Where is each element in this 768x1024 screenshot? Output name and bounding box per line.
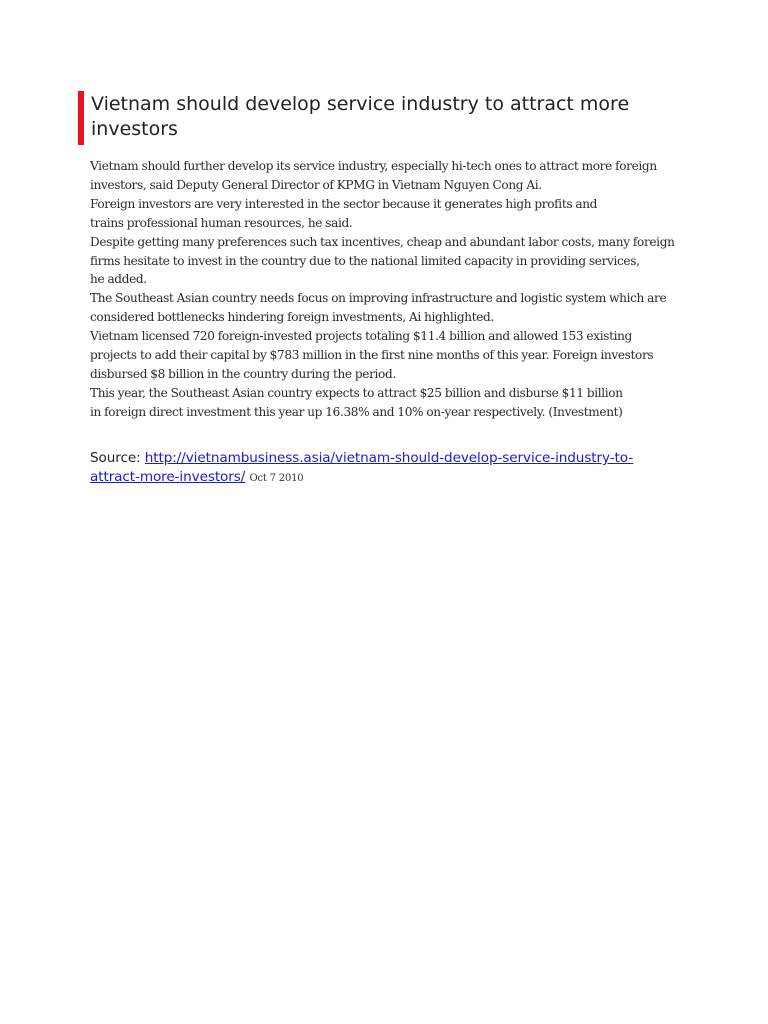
article-body [90,157,690,422]
source-line [90,468,690,488]
body-line: he added. [90,272,147,287]
body-line: in foreign direct investment this year up 16.38% and 10% on-year respectively. (Investment) [90,404,623,419]
title-accent-bar [78,91,84,145]
body-line: This year, the Southeast Asian country expects to attract $25 billion and disburse $11 billion [90,385,623,400]
body-line: Vietnam should further develop its service industry, especially hi-tech ones to attract more foreign [90,159,657,173]
page-title [91,92,691,142]
source-link-continued[interactable]: attract-more-investors/ [90,469,246,485]
source-date: Oct 7 2010 [249,473,304,484]
body-line: investors, said Deputy General Director of KPMG in Vietnam Nguyen Cong Ai. [90,177,542,192]
body-line: Despite getting many preferences such tax incentives, cheap and abundant labor costs, many foreign [90,234,675,249]
body-line: projects to add their capital by $783 million in the first nine months of this year. Foreign investors [90,348,654,363]
source-link[interactable]: http://vietnambusiness.asia/vietnam-should-develop-service-industry-to- [144,450,634,466]
body-line: firms hesitate to invest in the country due to the national limited capacity in providing services, [90,253,640,268]
title-line: investors [91,118,178,140]
body-line: trains professional human resources, he said. [90,215,353,230]
title-line: Vietnam should develop service industry to attract more [91,93,630,115]
source-line [90,449,690,468]
body-line: disbursed $8 billion in the country during the period. [90,366,396,381]
body-line: Vietnam licensed 720 foreign-invested projects totaling $11.4 billion and allowed 153 existing [90,329,632,344]
source-label: Source: [90,450,145,466]
source-citation [90,449,690,488]
body-line: considered bottlenecks hindering foreign investments, Ai highlighted. [90,310,494,325]
body-line: The Southeast Asian country needs focus on improving infrastructure and logistic system which are [90,291,667,306]
body-line: Foreign investors are very interested in the sector because it generates high profits and [90,196,598,211]
